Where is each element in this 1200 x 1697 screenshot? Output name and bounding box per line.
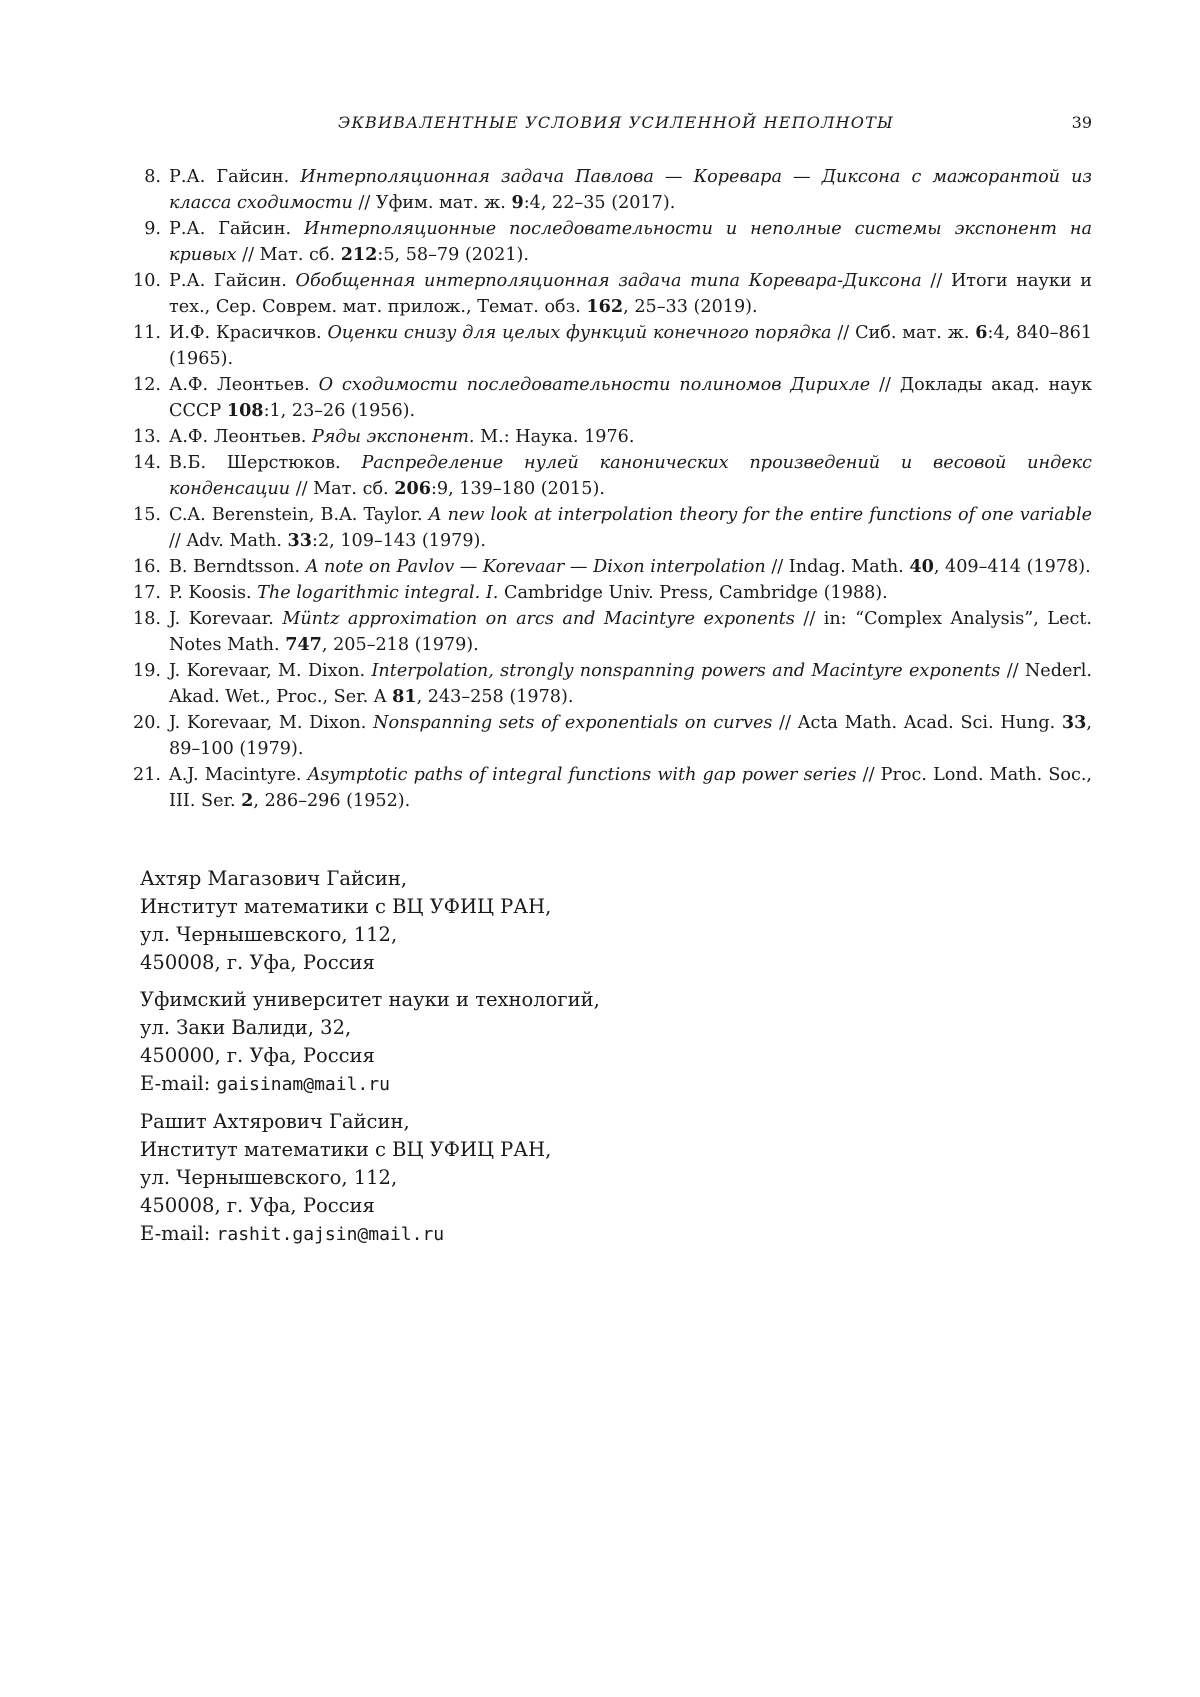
reference-title: Müntz approximation on arcs and Macintyre exponents bbox=[282, 609, 795, 629]
reference-item bbox=[130, 216, 1092, 268]
email-line bbox=[140, 1070, 940, 1099]
reference-authors: А.Ф. Леонтьев. bbox=[169, 427, 307, 447]
reference-volume: 2 bbox=[241, 790, 254, 811]
reference-source: М.: Наука. 1976. bbox=[474, 427, 635, 447]
reference-source: // Proc. Lond. Math. Soc., III. Ser. bbox=[169, 765, 1092, 811]
reference-source: // Мат. сб. bbox=[236, 245, 341, 265]
running-header bbox=[140, 113, 1092, 137]
reference-authors: P. Koosis. bbox=[169, 583, 252, 603]
reference-authors: Р.А. Гайсин. bbox=[169, 167, 290, 187]
reference-number: 9. bbox=[144, 219, 161, 239]
reference-source: // Acta Math. Acad. Sci. Hung. bbox=[772, 713, 1062, 733]
reference-number: 17. bbox=[133, 583, 161, 603]
city: 450008, г. Уфа, Россия bbox=[140, 1194, 375, 1217]
university: Уфимский университет науки и технологий, bbox=[140, 988, 600, 1011]
reference-volume: 9 bbox=[511, 192, 524, 213]
reference-source: // Indag. Math. bbox=[765, 557, 910, 577]
email-label: E-mail: bbox=[140, 1072, 217, 1095]
reference-number: 11. bbox=[133, 323, 161, 343]
reference-source: :4, 840–861 (1965). bbox=[169, 323, 1093, 369]
reference-volume: 33 bbox=[287, 530, 313, 551]
reference-volume: 6 bbox=[975, 322, 988, 343]
reference-authors: И.Ф. Красичков. bbox=[169, 323, 322, 343]
reference-title: Интерполяционные последовательности и неполные системы экспонент на кривых bbox=[169, 219, 1092, 265]
email-line bbox=[140, 1220, 940, 1249]
reference-authors: A.J. Macintyre. bbox=[169, 765, 302, 785]
reference-number: 12. bbox=[133, 375, 161, 395]
page-number: 39 bbox=[1071, 113, 1092, 132]
reference-volume: 206 bbox=[394, 478, 431, 499]
email-link[interactable]: gaisinam@mail.ru bbox=[216, 1074, 390, 1095]
author-name: Рашит Ахтярович Гайсин, bbox=[140, 1110, 410, 1133]
reference-volume: 162 bbox=[586, 296, 624, 317]
reference-item bbox=[130, 710, 1092, 762]
reference-source: :1, 23–26 (1956). bbox=[263, 401, 416, 421]
reference-title: Обобщенная интерполяционная задача типа Коревара-Диксона bbox=[295, 271, 922, 291]
reference-source: :4, 22–35 (2017). bbox=[523, 193, 676, 213]
reference-authors: J. Korevaar, M. Dixon. bbox=[169, 661, 366, 681]
reference-item bbox=[130, 372, 1092, 424]
institute: Институт математики с ВЦ УФИЦ РАН, bbox=[140, 895, 552, 918]
reference-source: // Уфим. мат. ж. bbox=[352, 193, 512, 213]
reference-source: , 243–258 (1978). bbox=[416, 687, 574, 707]
reference-title: Interpolation, strongly nonspanning powers and Macintyre exponents bbox=[371, 661, 1001, 681]
reference-authors: В.Б. Шерстюков. bbox=[169, 453, 341, 473]
reference-source: :5, 58–79 (2021). bbox=[377, 245, 529, 265]
reference-title: Ряды экспонент. bbox=[311, 427, 475, 447]
reference-item bbox=[130, 320, 1092, 372]
reference-authors: B. Berndtsson. bbox=[169, 557, 301, 577]
reference-title: Распределение нулей канонических произведений и весовой индекс конденсации bbox=[169, 453, 1092, 499]
author-addresses bbox=[140, 865, 940, 1258]
institute: Институт математики с ВЦ УФИЦ РАН, bbox=[140, 1138, 552, 1161]
reference-number: 21. bbox=[133, 765, 161, 785]
reference-item bbox=[130, 502, 1092, 554]
street: ул. Чернышевского, 112, bbox=[140, 1166, 398, 1189]
reference-item bbox=[130, 554, 1092, 580]
city: 450008, г. Уфа, Россия bbox=[140, 951, 375, 974]
email-link[interactable]: rashit.gajsin@mail.ru bbox=[216, 1224, 445, 1245]
street: ул. Чернышевского, 112, bbox=[140, 923, 398, 946]
reference-source: , 205–218 (1979). bbox=[321, 635, 479, 655]
reference-title: A new look at interpolation theory for the entire functions of one variable bbox=[428, 505, 1093, 525]
address-block-second-author bbox=[140, 1108, 940, 1249]
reference-source: :2, 109–143 (1979). bbox=[312, 531, 486, 551]
reference-source: :9, 139–180 (2015). bbox=[430, 479, 605, 499]
reference-item bbox=[130, 450, 1092, 502]
reference-source: Cambridge Univ. Press, Cambridge (1988). bbox=[498, 583, 888, 603]
reference-title: Интерполяционная задача Павлова — Коревара — Диксона с мажорантой из класса сходимости bbox=[169, 167, 1093, 213]
reference-number: 19. bbox=[133, 661, 161, 681]
reference-item bbox=[130, 762, 1092, 814]
reference-source: // in: “Complex Analysis”, Lect. Notes Math. bbox=[169, 609, 1092, 655]
reference-authors: Р.А. Гайсин. bbox=[169, 271, 287, 291]
reference-volume: 33 bbox=[1061, 712, 1087, 733]
reference-volume: 40 bbox=[909, 556, 934, 577]
reference-authors: А.Ф. Леонтьев. bbox=[169, 375, 310, 395]
reference-source: // Nederl. Akad. Wet., Proc., Ser. A bbox=[169, 661, 1093, 707]
reference-source: , 89–100 (1979). bbox=[169, 713, 1092, 759]
reference-volume: 108 bbox=[226, 400, 264, 421]
reference-volume: 747 bbox=[285, 634, 322, 655]
reference-authors: J. Korevaar, M. Dixon. bbox=[169, 713, 367, 733]
address-block-university bbox=[140, 986, 940, 1099]
reference-item bbox=[130, 580, 1092, 606]
reference-title: A note on Pavlov — Korevaar — Dixon interpolation bbox=[305, 557, 766, 577]
running-title: ЭКВИВАЛЕНТНЫЕ УСЛОВИЯ УСИЛЕННОЙ НЕПОЛНОТЫ bbox=[338, 113, 894, 132]
reference-title: Nonspanning sets of exponentials on curves bbox=[373, 713, 773, 733]
reference-number: 20. bbox=[133, 713, 161, 733]
reference-number: 15. bbox=[133, 505, 161, 525]
reference-source: // Итоги науки и тех., Сер. Соврем. мат. прилож., Темат. обз. bbox=[169, 271, 1092, 317]
reference-number: 8. bbox=[144, 167, 161, 187]
reference-source: , 286–296 (1952). bbox=[253, 791, 411, 811]
reference-number: 10. bbox=[133, 271, 161, 291]
reference-item bbox=[130, 606, 1092, 658]
reference-item bbox=[130, 164, 1092, 216]
email-label: E-mail: bbox=[140, 1222, 217, 1245]
reference-volume: 81 bbox=[392, 686, 417, 707]
reference-title: The logarithmic integral. I. bbox=[257, 583, 499, 603]
reference-source: , 409–414 (1978). bbox=[933, 557, 1091, 577]
street: ул. Заки Валиди, 32, bbox=[140, 1016, 352, 1039]
reference-source: , 25–33 (2019). bbox=[623, 297, 758, 317]
reference-title: О сходимости последовательности полиномов Дирихле bbox=[318, 375, 871, 395]
reference-item bbox=[130, 268, 1092, 320]
reference-source: // Сиб. мат. ж. bbox=[831, 323, 976, 343]
reference-authors: Р.А. Гайсин. bbox=[169, 219, 292, 239]
reference-item bbox=[130, 658, 1092, 710]
reference-authors: J. Korevaar. bbox=[169, 609, 274, 629]
reference-number: 16. bbox=[133, 557, 161, 577]
reference-authors: C.A. Berenstein, B.A. Taylor. bbox=[169, 505, 423, 525]
reference-title: Оценки снизу для целых функций конечного порядка bbox=[327, 323, 832, 343]
reference-number: 18. bbox=[133, 609, 161, 629]
reference-item bbox=[130, 424, 1092, 450]
reference-number: 13. bbox=[133, 427, 161, 447]
reference-volume: 212 bbox=[340, 244, 378, 265]
address-block-first-author bbox=[140, 865, 940, 977]
reference-source: // Мат. сб. bbox=[290, 479, 395, 499]
reference-number: 14. bbox=[133, 453, 161, 473]
author-name: Ахтяр Магазович Гайсин, bbox=[140, 867, 408, 890]
reference-list bbox=[130, 164, 1092, 814]
reference-source: // Доклады акад. наук СССР bbox=[169, 375, 1093, 421]
reference-title: Asymptotic paths of integral functions with gap power series bbox=[307, 765, 857, 785]
reference-source: // Adv. Math. bbox=[169, 531, 288, 551]
city: 450000, г. Уфа, Россия bbox=[140, 1044, 375, 1067]
